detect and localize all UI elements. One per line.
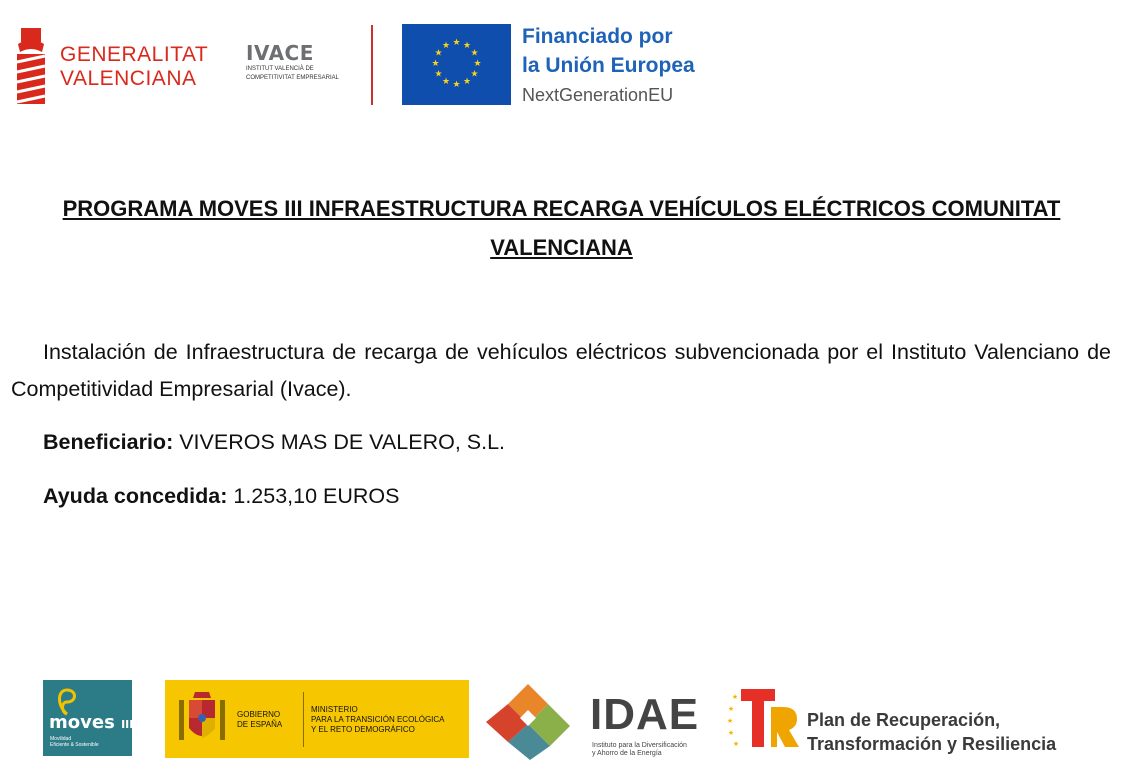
generalitat-line2: VALENCIANA bbox=[60, 67, 197, 90]
idae-subtitle bbox=[592, 742, 687, 758]
recovery-plan-text bbox=[807, 708, 1056, 756]
svg-text:★: ★ bbox=[727, 729, 735, 737]
gobierno-text bbox=[237, 710, 282, 730]
ministerio-line-1: MINISTERIO bbox=[311, 705, 358, 714]
ministerio-text bbox=[311, 705, 445, 735]
ayuda-value: 1.253,10 EUROS bbox=[233, 484, 400, 508]
beneficiario-label: Beneficiario: bbox=[43, 430, 174, 454]
svg-text:★: ★ bbox=[434, 48, 443, 59]
idae-sub-1: Instituto para la Diversificación bbox=[592, 742, 687, 749]
ivace-wordmark: IVACE bbox=[246, 41, 314, 65]
idae-mark-icon bbox=[474, 680, 582, 762]
svg-text:★: ★ bbox=[727, 705, 735, 713]
generalitat-line1: GENERALITAT bbox=[60, 43, 209, 66]
moves-iii-logo bbox=[43, 680, 132, 756]
idae-wordmark: IDAE bbox=[590, 690, 700, 739]
moves-sub-2: Eficiente & Sostenible bbox=[50, 742, 99, 748]
svg-text:★: ★ bbox=[462, 41, 472, 51]
generalitat-emblem-icon bbox=[14, 24, 50, 108]
page-title: PROGRAMA MOVES III INFRAESTRUCTURA RECARGA VEHÍCULOS ELÉCTRICOS COMUNITAT VALENCIANA bbox=[62, 196, 1061, 260]
header-divider bbox=[371, 25, 373, 105]
moves-subtitle bbox=[50, 736, 120, 748]
svg-text:★: ★ bbox=[727, 717, 734, 725]
gobierno-line-2: DE ESPAÑA bbox=[237, 720, 283, 729]
eu-flag-icon bbox=[402, 24, 511, 105]
ivace-subtitle-1: INSTITUT VALENCIÀ DE bbox=[246, 66, 314, 72]
idae-sub-2: y Ahorro de la Energía bbox=[592, 750, 662, 757]
beneficiario-value: VIVEROS MAS DE VALERO, S.L. bbox=[179, 430, 506, 454]
eu-line-3: NextGenerationEU bbox=[522, 85, 674, 105]
svg-text:★: ★ bbox=[452, 38, 461, 48]
ministerio-line-2: PARA LA TRANSICIÓN ECOLÓGICA bbox=[311, 715, 445, 724]
generalitat-valenciana-logo bbox=[14, 24, 214, 108]
svg-text:★: ★ bbox=[452, 80, 461, 90]
moves-roman: III bbox=[121, 718, 134, 731]
svg-text:★: ★ bbox=[473, 59, 482, 69]
ayuda-label: Ayuda concedida: bbox=[43, 484, 228, 508]
ministerio-line-3: Y EL RETO DEMOGRÁFICO bbox=[311, 725, 415, 734]
eu-line-2: la Unión Europea bbox=[522, 54, 695, 77]
svg-text:★: ★ bbox=[434, 69, 443, 80]
gobierno-espana-logo bbox=[165, 680, 469, 758]
svg-text:★: ★ bbox=[731, 693, 739, 701]
ivace-logo bbox=[246, 42, 338, 92]
recovery-plan-tr-icon bbox=[727, 685, 801, 753]
svg-text:★: ★ bbox=[470, 69, 479, 80]
prtr-line-1: Plan de Recuperación, bbox=[807, 710, 1001, 730]
spain-coat-of-arms-icon bbox=[177, 688, 227, 750]
moves-sub-1: Movilidad bbox=[50, 736, 72, 742]
beneficiario-field bbox=[43, 427, 505, 457]
svg-text:★: ★ bbox=[462, 77, 472, 87]
moves-wordmark bbox=[49, 712, 133, 733]
ivace-subtitle-2: COMPETITIVITAT EMPRESARIAL bbox=[246, 75, 340, 81]
eu-line-1: Financiado por bbox=[522, 25, 673, 48]
svg-text:★: ★ bbox=[431, 59, 440, 69]
ayuda-field bbox=[43, 481, 400, 511]
gobierno-line-1: GOBIERNO bbox=[237, 710, 281, 719]
prtr-line-2: Transformación y Resiliencia bbox=[807, 734, 1057, 754]
svg-text:★: ★ bbox=[732, 740, 740, 748]
description-paragraph: Instalación de Infraestructura de recarga de vehículos eléctricos subvencionada por el Instituto Valenciano de Competitividad Empresarial (Ivace). bbox=[11, 340, 1111, 401]
svg-text:★: ★ bbox=[470, 48, 479, 59]
eu-funding-text bbox=[522, 22, 695, 108]
svg-text:★: ★ bbox=[441, 77, 451, 87]
moves-word: moves bbox=[49, 712, 115, 733]
gobierno-separator bbox=[303, 692, 304, 747]
svg-text:★: ★ bbox=[441, 41, 451, 51]
